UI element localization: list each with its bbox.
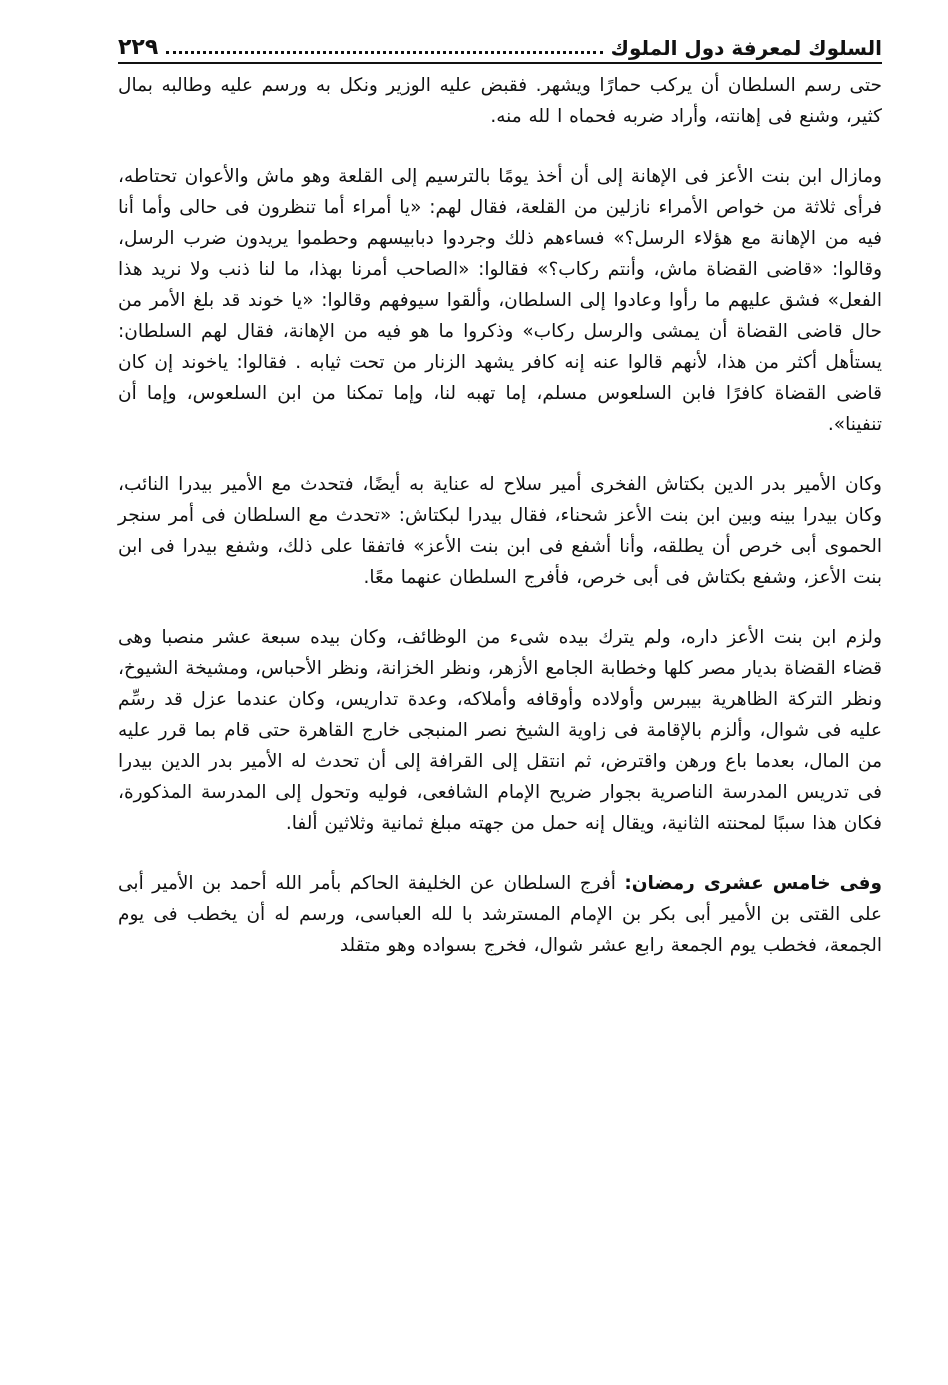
leader-dots <box>166 51 602 54</box>
page-header <box>118 28 882 64</box>
paragraph-text: وكان الأمير بدر الدين بكتاش الفخرى أمير سلاح له عناية به أيضًا، فتحدث مع الأمير بيدرا النائب، وكان بيدرا بينه وبين ابن بنت الأعز شحناء، فقال بيدرا لبكتاش: «تحدث مع السلطان فى أمر سنجر الحموى أبى خرص أن يطلقه، وأنا أشفع فى ابن بنت الأعز» فاتفقا على ذلك، وشفع بيدرا فى ابن بنت الأعز، وشفع بكتاش فى أبى خرص، فأفرج السلطان عنهما معًا. <box>118 474 882 588</box>
paragraph <box>118 161 882 440</box>
running-title: السلوك لمعرفة دول الملوك <box>610 36 882 60</box>
body-text <box>118 70 882 990</box>
paragraph <box>118 70 882 132</box>
paragraph-lead: وفى خامس عشرى رمضان: <box>624 873 882 894</box>
paragraph-text: أفرج السلطان عن الخليفة الحاكم بأمر الله أحمد بن الأمير أبى على القتى بن الأمير أبى بكر بن الإمام المسترشد با لله العباسى، ورسم له أن يخطب فى يوم الجمعة، فخطب يوم الجمعة رابع عشر شوال، فخرج بسواده وهو متقلد <box>118 873 882 956</box>
paragraph <box>118 622 882 839</box>
paragraph <box>118 868 882 961</box>
paragraph-text: ومازال ابن بنت الأعز فى الإهانة إلى أن أخذ يومًا بالترسيم إلى القلعة وهو ماش والأعوان تحتاطه، فرأى ثلاثة من خواص الأمراء نازلين من القلعة، فقال لهم: «يا أمراء أما تنظرون فى حالى وأما أنا فيه من الإهانة مع هؤلاء الرسل؟» فساءهم ذلك وجردوا دبابيسهم وحطموا يريدون ضرب الرسل، وقالوا: «قاضى القضاة ماش، وأنتم ركاب؟» فقالوا: «الصاحب أمرنا بهذا، ما لنا ذنب ولا نريد هذا الفعل» فشق عليهم ما رأوا وعادوا إلى السلطان، وألقوا سيوفهم وقالوا: «يا خوند قد بلغ الأمر من حال قاضى القضاة أن يمشى والرسل ركاب» وذكروا ما هو فيه من الإهانة، فقال لهم السلطان: يستأهل أكثر من هذا، لأنهم قالوا عنه إنه كافر يشهد الزنار من تحت ثيابه . فقالوا: ياخوند إن كان قاضى القضاة كافرًا فابن السلعوس مسلم، إما تهبه لنا، وإما تمكنا من ابن السلعوس، وإما أن تنفينا». <box>118 166 882 435</box>
page-number: ٢٢٩ <box>118 35 159 60</box>
paragraph <box>118 469 882 593</box>
paragraph-text: ولزم ابن بنت الأعز داره، ولم يترك بيده شىء من الوظائف، وكان بيده سبعة عشر منصبا وهى قضاء القضاة بديار مصر كلها وخطابة الجامع الأزهر، ونظر الخزانة، ونظر الأحباس، ومشيخة الشيوخ، ونظر التركة الظاهرية بيبرس وأولاده وأوقافه وأملاكه، وعدة تداريس، وكان عندما عزل قد رسِّم عليه فى شوال، وألزم بالإقامة فى زاوية الشيخ نصر المنبجى خارج القاهرة حتى قام بما قرر عليه من المال، بعدما باع ورهن واقترض، ثم انتقل إلى القرافة إلى أن تحدث له الأمير بدر الدين بيدرا فى تدريس المدرسة الناصرية بجوار ضريح الإمام الشافعى، فوليه وتحول إلى المدرسة المذكورة، فكان هذا سببًا لمحنته الثانية، ويقال إنه حمل من جهته مبلغ ثمانية وثلاثين ألفا. <box>118 627 882 834</box>
paragraph-text: حتى رسم السلطان أن يركب حمارًا ويشهر. فقبض عليه الوزير ونكل به ورسم عليه وطالبه بمال كثير، وشنع فى إهانته، وأراد ضربه فحماه ا لله منه. <box>118 75 882 127</box>
